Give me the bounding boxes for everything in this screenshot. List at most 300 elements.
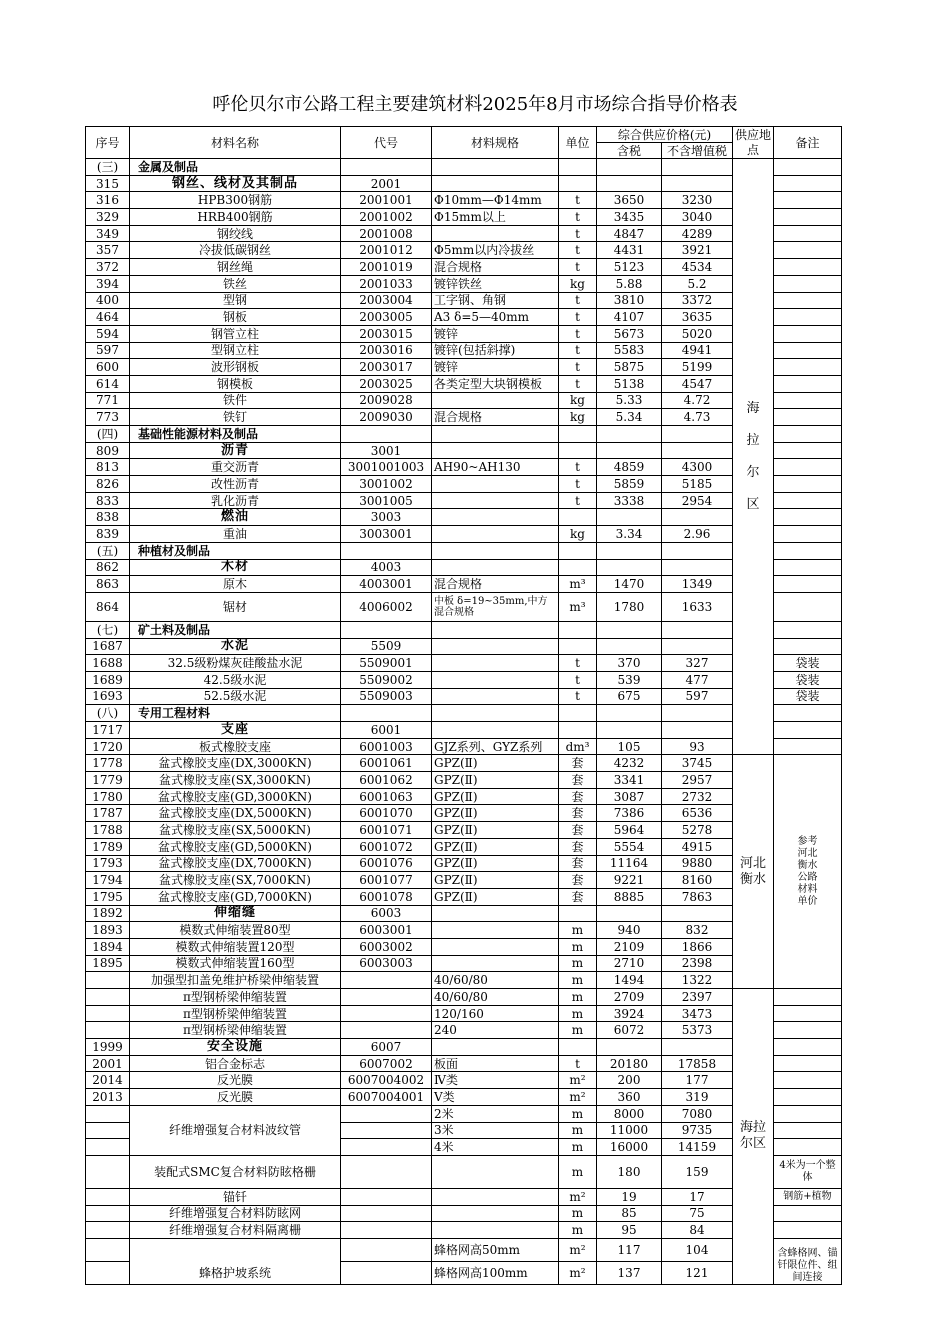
table-cell: [559, 159, 597, 176]
row-seq: 826: [86, 476, 130, 493]
price-with-tax: 2109: [597, 938, 662, 955]
price-with-tax: 3341: [597, 772, 662, 789]
remark-cell: [774, 1122, 842, 1139]
material-name: 盆式橡胶支座(SX,7000KN): [130, 872, 341, 889]
material-unit: 套: [559, 772, 597, 789]
material-code: 6007002: [341, 1055, 432, 1072]
header-unit: 单位: [559, 127, 597, 159]
table-cell: [559, 1039, 597, 1056]
price-without-tax: 7080: [662, 1105, 733, 1122]
material-code: 6001061: [341, 755, 432, 772]
table-row: [86, 1205, 842, 1222]
material-unit: m²: [559, 1238, 597, 1261]
remark-4m: 4米为一个整体: [774, 1155, 842, 1188]
table-row: [86, 426, 842, 443]
section-title: 专用工程材料: [130, 705, 341, 722]
material-unit: m: [559, 955, 597, 972]
material-code: 6001072: [341, 838, 432, 855]
material-code: 6007004002: [341, 1072, 432, 1089]
table-cell: [597, 905, 662, 922]
material-unit: t: [559, 359, 597, 376]
material-spec: 4米: [432, 1139, 559, 1156]
table-row: [86, 1155, 842, 1188]
remark-cell: [774, 542, 842, 559]
table-cell: [662, 542, 733, 559]
material-name: 冷拔低碳钢丝: [130, 242, 341, 259]
material-spec: Φ5mm以内冷拔丝: [432, 242, 559, 259]
table-cell: [597, 638, 662, 655]
price-with-tax: 8000: [597, 1105, 662, 1122]
material-unit: m: [559, 1122, 597, 1139]
material-code: [341, 1005, 432, 1022]
material-unit: t: [559, 209, 597, 226]
material-spec: [432, 938, 559, 955]
material-unit: m: [559, 1205, 597, 1222]
row-seq: 1780: [86, 788, 130, 805]
table-cell: [341, 621, 432, 638]
table-row: [86, 655, 842, 672]
material-unit: m²: [559, 1261, 597, 1284]
row-seq: [86, 1155, 130, 1188]
price-with-tax: 8885: [597, 888, 662, 905]
material-name: 型钢立柱: [130, 342, 341, 359]
table-cell: [662, 705, 733, 722]
table-cell: [597, 175, 662, 192]
price-without-tax: 4289: [662, 225, 733, 242]
material-unit: 套: [559, 872, 597, 889]
header-code: 代号: [341, 127, 432, 159]
material-unit: t: [559, 342, 597, 359]
remark-cell: [774, 1205, 842, 1222]
price-with-tax: 3.34: [597, 526, 662, 543]
material-code: 6007004001: [341, 1089, 432, 1106]
price-with-tax: 675: [597, 688, 662, 705]
table-cell: [432, 638, 559, 655]
material-code: 6001071: [341, 822, 432, 839]
material-name: π型钢桥梁伸缩装置: [130, 989, 341, 1006]
price-without-tax: 3230: [662, 192, 733, 209]
row-seq: 833: [86, 492, 130, 509]
material-spec: 240: [432, 1022, 559, 1039]
table-cell: [662, 1039, 733, 1056]
price-with-tax: 5.33: [597, 392, 662, 409]
material-code: 6003001: [341, 922, 432, 939]
row-seq: 1689: [86, 671, 130, 688]
remark-cell: [774, 292, 842, 309]
remark-cell: [774, 638, 842, 655]
row-seq: [86, 1005, 130, 1022]
material-code: 6001076: [341, 855, 432, 872]
row-seq: 1720: [86, 738, 130, 755]
material-spec: [432, 1222, 559, 1239]
material-name: 型钢: [130, 292, 341, 309]
row-seq: 400: [86, 292, 130, 309]
remark-cell: [774, 1072, 842, 1089]
price-without-tax: 1349: [662, 576, 733, 593]
row-seq: [86, 1122, 130, 1139]
price-with-tax: 2710: [597, 955, 662, 972]
price-with-tax: 20180: [597, 1055, 662, 1072]
table-row: [86, 1188, 842, 1205]
material-code: 2001002: [341, 209, 432, 226]
price-with-tax: 3924: [597, 1005, 662, 1022]
material-unit: 套: [559, 805, 597, 822]
price-with-tax: 4431: [597, 242, 662, 259]
category-title: 伸缩缝: [130, 905, 341, 922]
remark-cell: [774, 409, 842, 426]
header-with-tax: 含税: [597, 143, 662, 159]
material-code: 2003016: [341, 342, 432, 359]
table-cell: [559, 559, 597, 576]
material-spec: [432, 955, 559, 972]
material-code: 4006002: [341, 592, 432, 621]
header-price-group: 综合供应价格(元): [597, 127, 733, 143]
material-code: 6001003: [341, 738, 432, 755]
material-code: 6001070: [341, 805, 432, 822]
price-without-tax: 121: [662, 1261, 733, 1284]
table-row: [86, 1055, 842, 1072]
material-name: 钢板: [130, 309, 341, 326]
row-seq: 1794: [86, 872, 130, 889]
material-spec: 混合规格: [432, 576, 559, 593]
table-cell: [432, 705, 559, 722]
material-spec: [432, 1188, 559, 1205]
material-unit: 套: [559, 838, 597, 855]
table-cell: [559, 442, 597, 459]
price-with-tax: 3087: [597, 788, 662, 805]
material-spec: [432, 526, 559, 543]
section-seq: (七): [86, 621, 130, 638]
remark-cell: [774, 576, 842, 593]
material-code: 6001077: [341, 872, 432, 889]
material-code: 3003001: [341, 526, 432, 543]
material-code: 6001062: [341, 772, 432, 789]
table-cell: [432, 175, 559, 192]
table-cell: [432, 542, 559, 559]
table-cell: [597, 509, 662, 526]
remark-cell: [774, 342, 842, 359]
table-row: [86, 1222, 842, 1239]
table-row: [86, 705, 842, 722]
row-seq: [86, 1205, 130, 1222]
table-row: [86, 292, 842, 309]
material-name: 盆式橡胶支座(SX,5000KN): [130, 822, 341, 839]
price-without-tax: 4941: [662, 342, 733, 359]
table-row: [86, 755, 842, 772]
remark-cell: [774, 426, 842, 443]
table-cell: [432, 426, 559, 443]
table-cell: [662, 442, 733, 459]
table-cell: [662, 638, 733, 655]
row-seq: 600: [86, 359, 130, 376]
row-seq: 1895: [86, 955, 130, 972]
row-seq: 1778: [86, 755, 130, 772]
table-cell: [597, 705, 662, 722]
material-code: 5509002: [341, 671, 432, 688]
material-name: 盆式橡胶支座(GD,5000KN): [130, 838, 341, 855]
remark-cell: [774, 309, 842, 326]
table-row: [86, 225, 842, 242]
row-seq: 597: [86, 342, 130, 359]
row-seq: [86, 1188, 130, 1205]
table-cell: [559, 542, 597, 559]
category-title: 木材: [130, 559, 341, 576]
price-without-tax: 6536: [662, 805, 733, 822]
material-name: 反光膜: [130, 1072, 341, 1089]
price-with-tax: 360: [597, 1089, 662, 1106]
price-with-tax: 3650: [597, 192, 662, 209]
price-without-tax: 17858: [662, 1055, 733, 1072]
material-unit: t: [559, 259, 597, 276]
table-cell: [662, 621, 733, 638]
material-name: 乳化沥青: [130, 492, 341, 509]
table-row: [86, 972, 842, 989]
category-seq: 862: [86, 559, 130, 576]
material-unit: t: [559, 292, 597, 309]
row-seq: [86, 989, 130, 1006]
price-with-tax: 180: [597, 1155, 662, 1188]
price-with-tax: 7386: [597, 805, 662, 822]
category-code: 6001: [341, 722, 432, 739]
material-name: 锯材: [130, 592, 341, 621]
price-without-tax: 2398: [662, 955, 733, 972]
table-row: [86, 342, 842, 359]
material-name: 盆式橡胶支座(GD,7000KN): [130, 888, 341, 905]
price-without-tax: 3635: [662, 309, 733, 326]
table-row: [86, 905, 842, 922]
table-row: [86, 375, 842, 392]
row-seq: 1787: [86, 805, 130, 822]
material-code: [341, 1238, 432, 1261]
table-row: [86, 409, 842, 426]
price-with-tax: 4847: [597, 225, 662, 242]
material-spec: GPZ(Ⅱ): [432, 855, 559, 872]
material-code: 5509001: [341, 655, 432, 672]
material-name: 加强型扣盖免维护桥梁伸缩装置: [130, 972, 341, 989]
table-cell: [432, 442, 559, 459]
price-with-tax: 95: [597, 1222, 662, 1239]
material-spec: [432, 655, 559, 672]
material-spec: GPZ(Ⅱ): [432, 822, 559, 839]
remark-cell: [774, 592, 842, 621]
price-with-tax: 200: [597, 1072, 662, 1089]
material-name: 装配式SMC复合材料防眩格栅: [130, 1155, 341, 1188]
category-seq: 315: [86, 175, 130, 192]
category-title: 安全设施: [130, 1039, 341, 1056]
material-spec: 混合规格: [432, 409, 559, 426]
header-spec: 材料规格: [432, 127, 559, 159]
table-row: [86, 1238, 842, 1261]
table-cell: [432, 722, 559, 739]
table-row: [86, 459, 842, 476]
remark-cell: [774, 1089, 842, 1106]
remark-cell: [774, 1005, 842, 1022]
material-spec: 镀锌铁丝: [432, 275, 559, 292]
remark-cell: 袋装: [774, 688, 842, 705]
table-row: [86, 1105, 842, 1122]
row-seq: [86, 1222, 130, 1239]
price-with-tax: 5138: [597, 375, 662, 392]
price-without-tax: 4915: [662, 838, 733, 855]
material-unit: m: [559, 922, 597, 939]
price-with-tax: 1494: [597, 972, 662, 989]
price-with-tax: 16000: [597, 1139, 662, 1156]
price-without-tax: 4547: [662, 375, 733, 392]
supply-location: 河北衡水: [733, 755, 774, 989]
price-with-tax: 3810: [597, 292, 662, 309]
material-spec: GPZ(Ⅱ): [432, 788, 559, 805]
section-seq: (四): [86, 426, 130, 443]
header-name: 材料名称: [130, 127, 341, 159]
material-name: 重油: [130, 526, 341, 543]
table-row: [86, 1005, 842, 1022]
material-spec: AH90~AH130: [432, 459, 559, 476]
material-code: 3001002: [341, 476, 432, 493]
material-code: 2003017: [341, 359, 432, 376]
price-with-tax: 11000: [597, 1122, 662, 1139]
row-seq: 1894: [86, 938, 130, 955]
price-without-tax: 597: [662, 688, 733, 705]
table-cell: [559, 426, 597, 443]
table-cell: [432, 621, 559, 638]
category-seq: 1892: [86, 905, 130, 922]
material-code: 2001001: [341, 192, 432, 209]
price-without-tax: 177: [662, 1072, 733, 1089]
material-name: 42.5级水泥: [130, 671, 341, 688]
material-spec: 镀锌: [432, 325, 559, 342]
material-code: 2001033: [341, 275, 432, 292]
material-unit: t: [559, 1055, 597, 1072]
price-without-tax: 2954: [662, 492, 733, 509]
price-with-tax: 6072: [597, 1022, 662, 1039]
material-unit: t: [559, 192, 597, 209]
material-unit: 套: [559, 855, 597, 872]
material-code: 4003001: [341, 576, 432, 593]
material-spec: GPZ(Ⅱ): [432, 888, 559, 905]
remark-cell: [774, 192, 842, 209]
material-spec: [432, 492, 559, 509]
price-without-tax: 75: [662, 1205, 733, 1222]
row-seq: 1688: [86, 655, 130, 672]
table-cell: [662, 175, 733, 192]
category-title: 支座: [130, 722, 341, 739]
table-row: [86, 989, 842, 1006]
category-title: 水泥: [130, 638, 341, 655]
price-without-tax: 2957: [662, 772, 733, 789]
remark-cell: [774, 559, 842, 576]
table-cell: [432, 1039, 559, 1056]
material-unit: m³: [559, 576, 597, 593]
material-unit: kg: [559, 526, 597, 543]
remark-cell: [774, 738, 842, 755]
material-unit: m²: [559, 1072, 597, 1089]
row-seq: 316: [86, 192, 130, 209]
remark-cell: [774, 225, 842, 242]
material-unit: m: [559, 972, 597, 989]
material-spec: GPZ(Ⅱ): [432, 872, 559, 889]
price-without-tax: 84: [662, 1222, 733, 1239]
material-name: 钢模板: [130, 375, 341, 392]
material-unit: m²: [559, 1188, 597, 1205]
material-unit: t: [559, 325, 597, 342]
row-seq: 394: [86, 275, 130, 292]
price-with-tax: 5583: [597, 342, 662, 359]
material-unit: 套: [559, 822, 597, 839]
material-code: 6001063: [341, 788, 432, 805]
table-row: [86, 309, 842, 326]
material-spec: GPZ(Ⅱ): [432, 755, 559, 772]
material-name: 模数式伸缩装置160型: [130, 955, 341, 972]
material-spec: 40/60/80: [432, 989, 559, 1006]
table-row: [86, 492, 842, 509]
material-name: 钢绞线: [130, 225, 341, 242]
price-without-tax: 477: [662, 671, 733, 688]
category-title: 燃油: [130, 509, 341, 526]
price-without-tax: 9880: [662, 855, 733, 872]
remark-rebar: 钢筋+植物: [774, 1188, 842, 1205]
material-spec: Ⅳ类: [432, 1072, 559, 1089]
row-seq: [86, 1238, 130, 1261]
material-unit: m: [559, 1022, 597, 1039]
material-unit: 套: [559, 788, 597, 805]
row-seq: 1795: [86, 888, 130, 905]
material-unit: t: [559, 375, 597, 392]
price-without-tax: 4300: [662, 459, 733, 476]
material-unit: dm³: [559, 738, 597, 755]
material-spec: GPZ(Ⅱ): [432, 805, 559, 822]
material-name: 模数式伸缩装置80型: [130, 922, 341, 939]
material-name: 重交沥青: [130, 459, 341, 476]
row-seq: [86, 972, 130, 989]
table-row: [86, 175, 842, 192]
price-with-tax: 539: [597, 671, 662, 688]
price-without-tax: 4534: [662, 259, 733, 276]
material-name: 原木: [130, 576, 341, 593]
table-row: [86, 159, 842, 176]
row-seq: 813: [86, 459, 130, 476]
price-without-tax: 3921: [662, 242, 733, 259]
remark-cell: [774, 621, 842, 638]
row-seq: 464: [86, 309, 130, 326]
table-cell: [559, 638, 597, 655]
price-with-tax: 3435: [597, 209, 662, 226]
table-cell: [341, 542, 432, 559]
table-cell: [432, 509, 559, 526]
material-code: 3001005: [341, 492, 432, 509]
price-with-tax: 85: [597, 1205, 662, 1222]
material-unit: t: [559, 492, 597, 509]
header-location: 供应地点: [733, 127, 774, 159]
row-seq: 349: [86, 225, 130, 242]
material-code: 2001019: [341, 259, 432, 276]
material-code: [341, 1261, 432, 1284]
table-row: [86, 922, 842, 939]
material-unit: m: [559, 938, 597, 955]
row-seq: 1893: [86, 922, 130, 939]
material-code: 5509003: [341, 688, 432, 705]
material-code: [341, 1022, 432, 1039]
table-cell: [432, 905, 559, 922]
remark-cell: [774, 325, 842, 342]
row-seq: 2013: [86, 1089, 130, 1106]
material-code: 2003025: [341, 375, 432, 392]
row-seq: [86, 1261, 130, 1284]
price-with-tax: 5859: [597, 476, 662, 493]
material-spec: 蜂格网高100mm: [432, 1261, 559, 1284]
material-name: 蜂格护坡系统: [130, 1238, 341, 1284]
material-name: HRB400钢筋: [130, 209, 341, 226]
material-spec: [432, 1205, 559, 1222]
